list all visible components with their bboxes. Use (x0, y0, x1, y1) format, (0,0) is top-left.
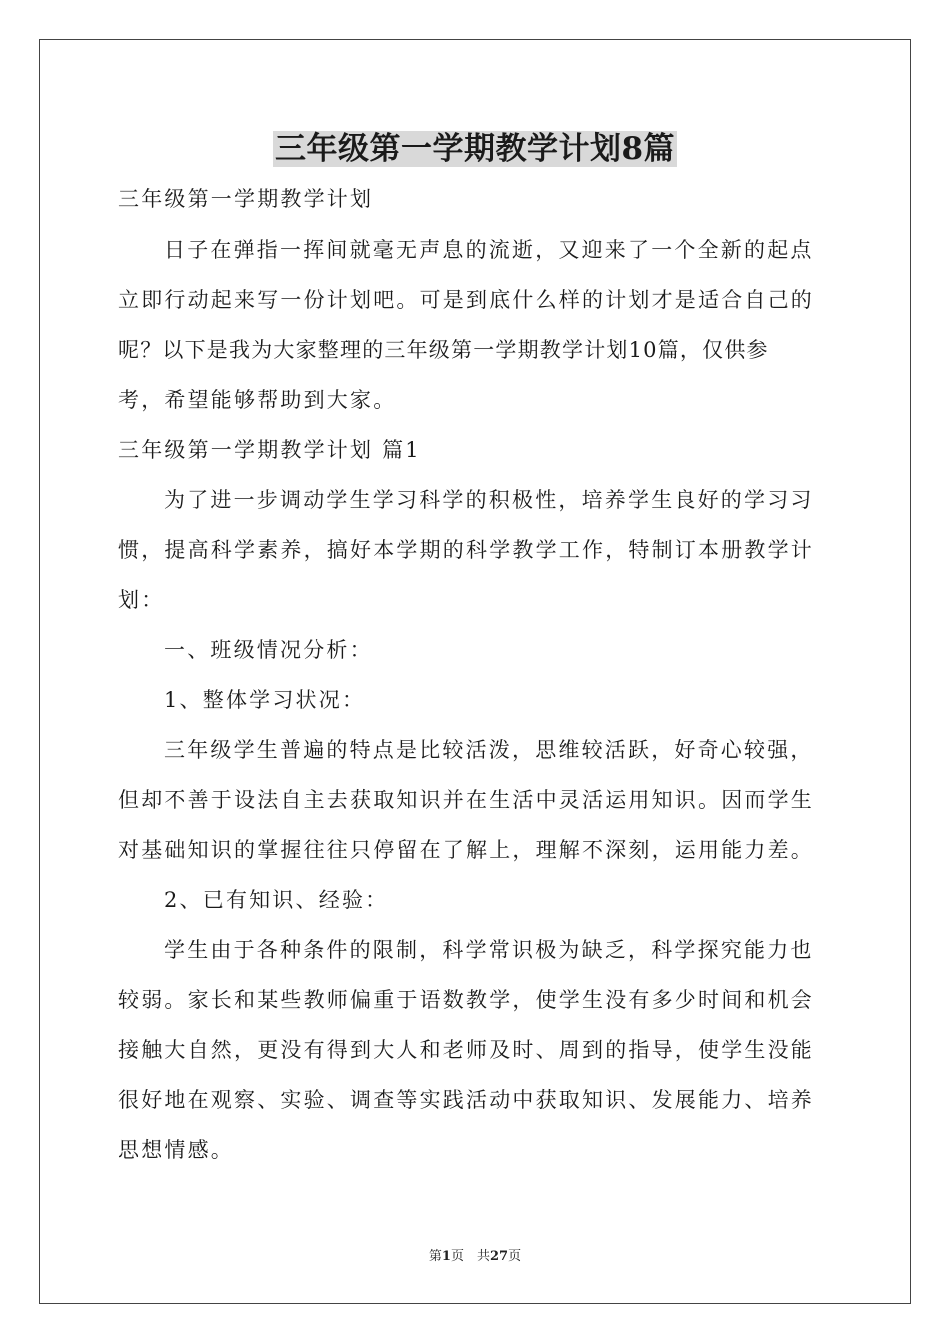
subheading-line: 一、班级情况分析： (164, 638, 373, 662)
paragraph-line: 很好地在观察、实验、调查等实践活动中获取知识、发展能力、培养 (118, 1088, 814, 1112)
paragraph-line: 考，希望能够帮助到大家。 (118, 388, 397, 412)
paragraph-line: 日子在弹指一挥间就毫无声息的流逝，又迎来了一个全新的起点 (164, 238, 814, 262)
paragraph-line: 呢？以下是我为大家整理的三年级第一学期教学计划10篇，仅供参 (118, 338, 769, 362)
paragraph-line: 划： (118, 588, 165, 612)
footer-page-current: 1 (441, 1249, 451, 1264)
section-heading: 三年级第一学期教学计划 篇1 (118, 438, 421, 462)
page-footer (0, 1248, 950, 1266)
paragraph-line: 立即行动起来写一份计划吧。可是到底什么样的计划才是适合自己的 (118, 288, 814, 312)
footer-page-total: 27 (489, 1249, 509, 1264)
subheading-line: 1、整体学习状况： (164, 688, 366, 712)
paragraph-line: 学生由于各种条件的限制，科学常识极为缺乏，科学探究能力也 (164, 938, 814, 962)
paragraph-line: 较弱。家长和某些教师偏重于语数教学，使学生没有多少时间和机会 (118, 988, 814, 1012)
subtitle-line: 三年级第一学期教学计划 (118, 187, 374, 211)
footer-prefix: 第 (428, 1249, 442, 1264)
subheading-line: 2、已有知识、经验： (164, 888, 389, 912)
paragraph-line: 对基础知识的掌握往往只停留在了解上，理解不深刻，运用能力差。 (118, 838, 814, 862)
paragraph-line: 为了进一步调动学生学习科学的积极性，培养学生良好的学习习 (164, 488, 814, 512)
footer-mid: 页 共 (450, 1249, 490, 1264)
paragraph-line: 思想情感。 (118, 1138, 234, 1162)
footer-suffix: 页 (508, 1249, 522, 1264)
paragraph-line: 惯，提高科学素养，搞好本学期的科学教学工作，特制订本册教学计 (118, 538, 814, 562)
document-title (0, 127, 950, 171)
document-title-text: 三年级第一学期教学计划8篇 (274, 131, 676, 167)
paragraph-line: 接触大自然，更没有得到大人和老师及时、周到的指导，使学生没能 (118, 1038, 814, 1062)
paragraph-line: 但却不善于设法自主去获取知识并在生活中灵活运用知识。因而学生 (118, 788, 814, 812)
paragraph-line: 三年级学生普遍的特点是比较活泼，思维较活跃，好奇心较强， (164, 738, 814, 762)
